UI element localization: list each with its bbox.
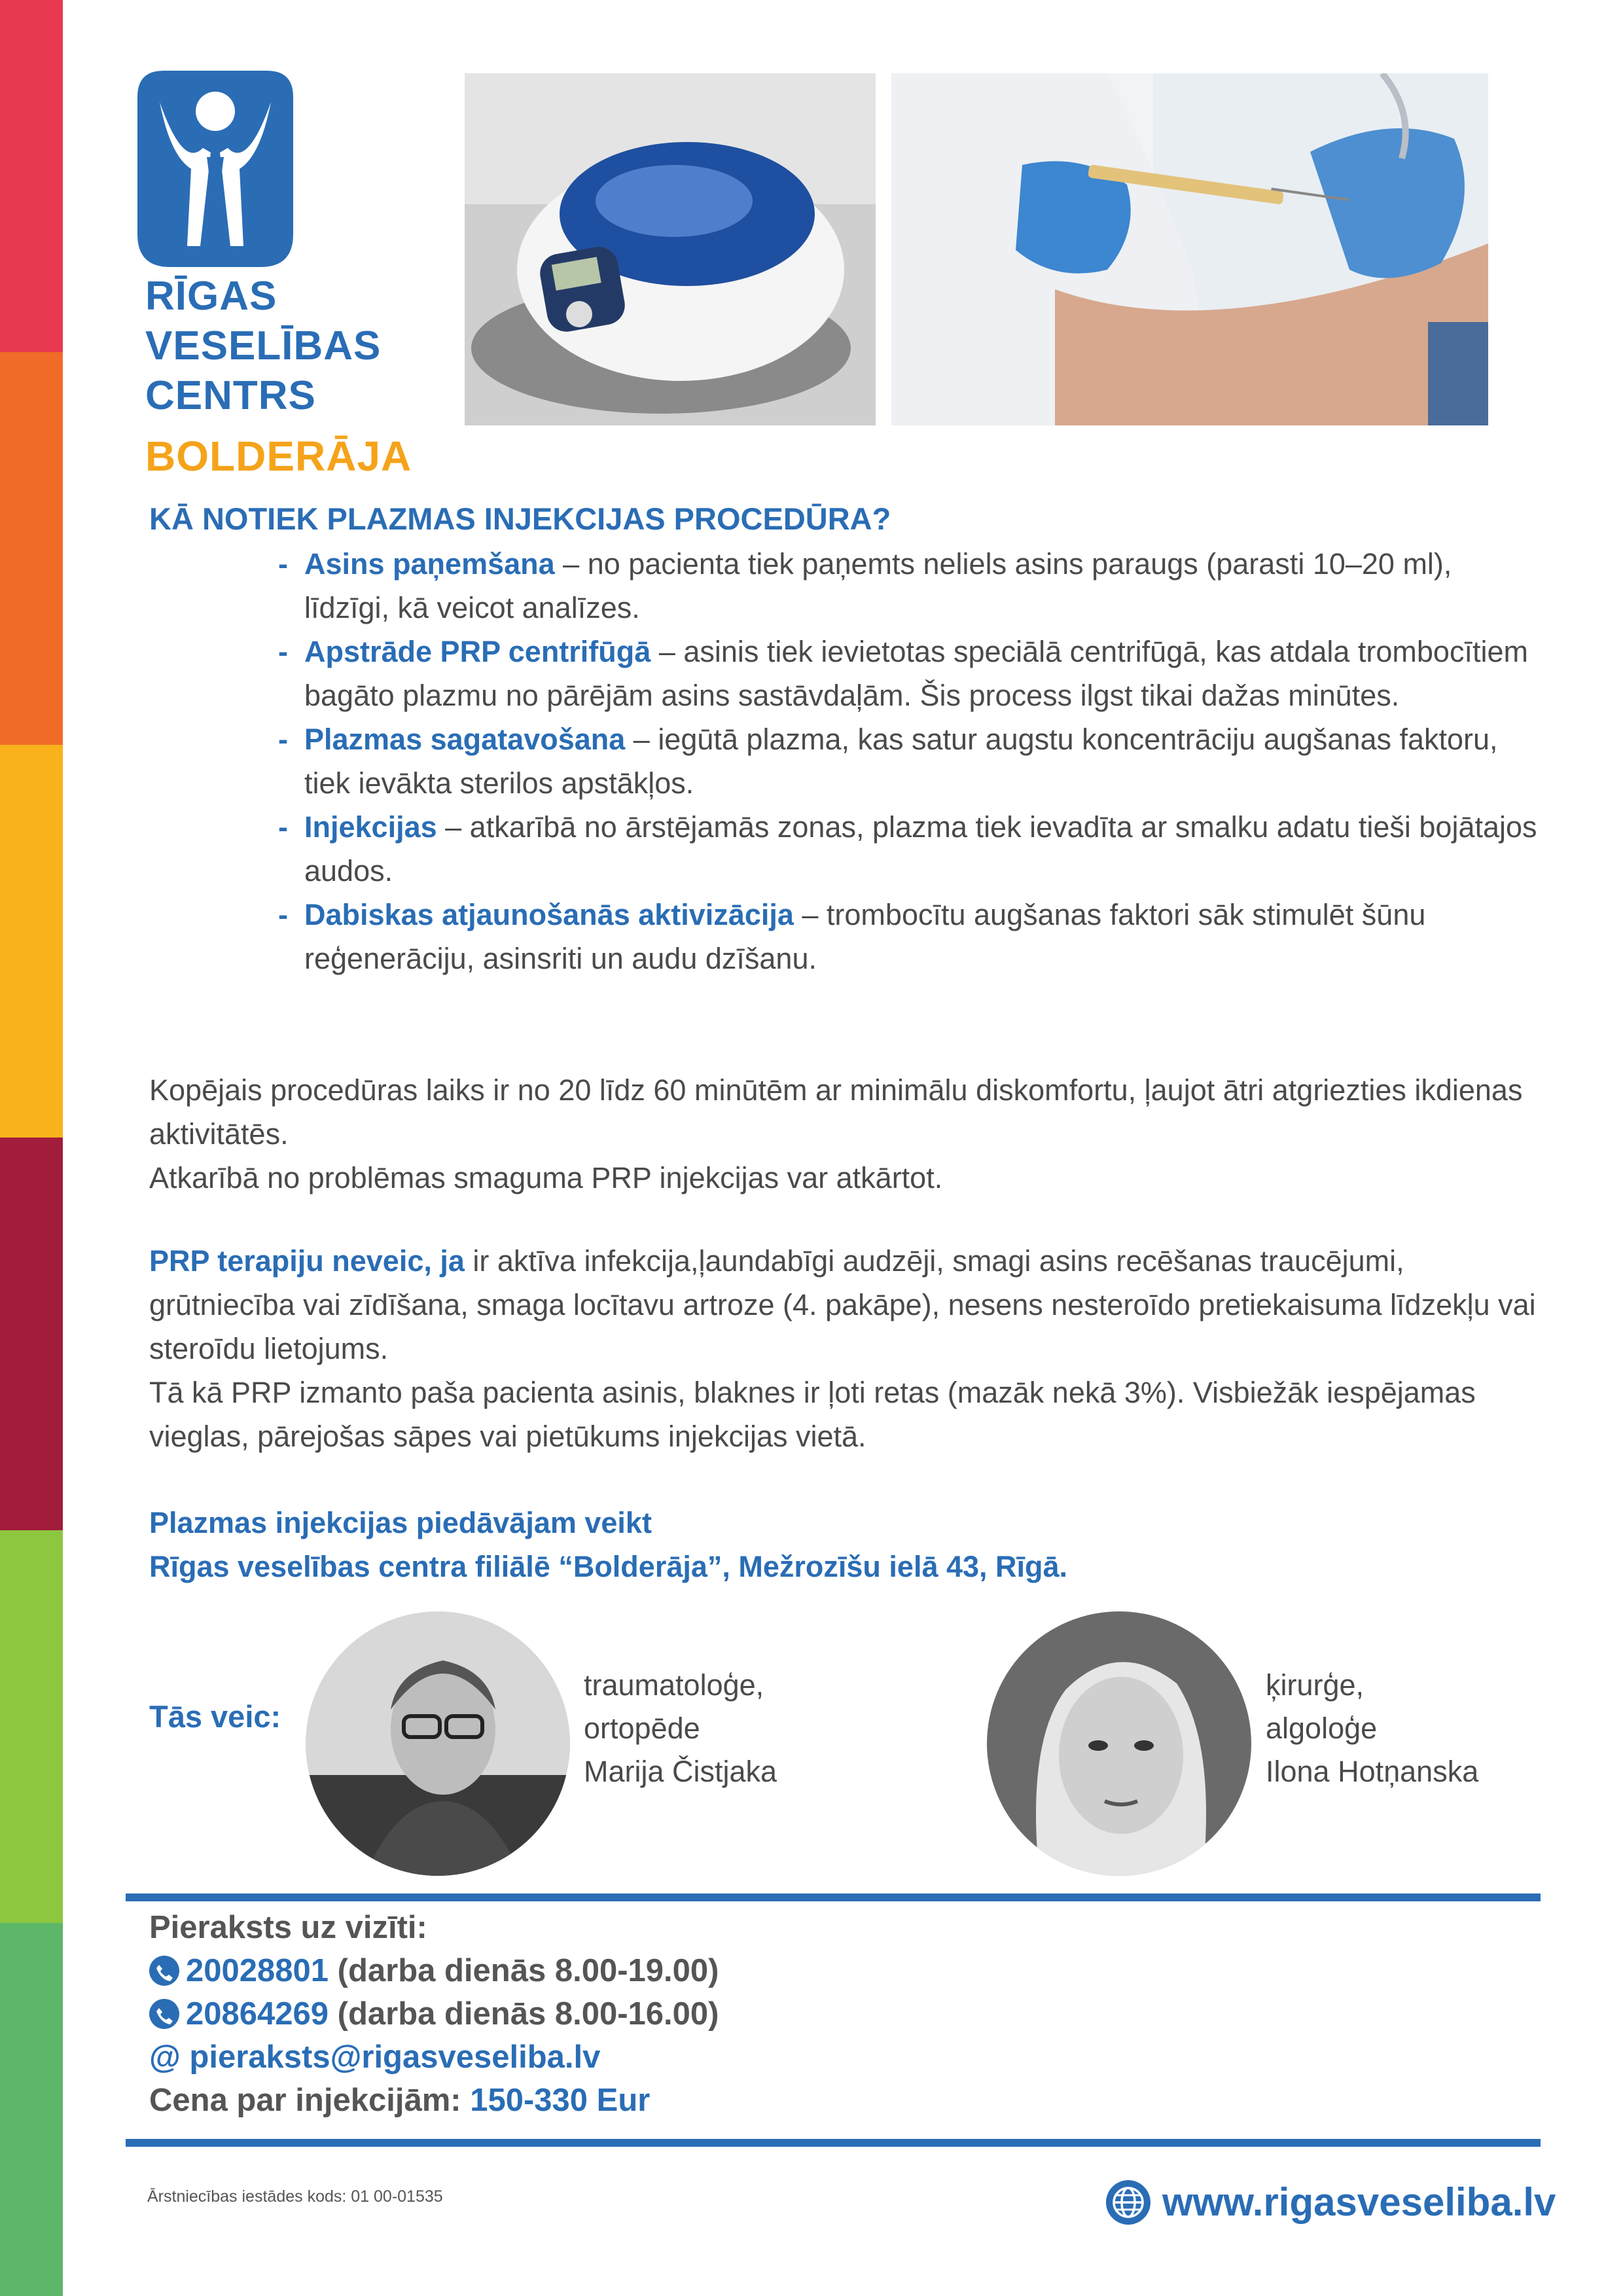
step-text: – no pacienta tiek paņemts neliels asins paraugs (parasti 10–20 ml), līdzīgi, kā veicot analīzes. — [304, 547, 1452, 624]
list-item — [278, 542, 1541, 630]
step-title: Apstrāde PRP centrifūgā — [304, 635, 651, 668]
list-item — [278, 630, 1541, 717]
step-title: Injekcijas — [304, 810, 437, 844]
offer-line1: Plazmas injekcijas piedāvājam veikt — [149, 1506, 652, 1539]
price-label: Cena par injekcijām: — [149, 2083, 461, 2118]
brand-line3: CENTRS — [145, 373, 316, 418]
doctor-role-1: ķirurģe, — [1266, 1668, 1364, 1702]
doctor-portrait-1 — [306, 1611, 570, 1876]
bullet-dash: - — [278, 898, 288, 931]
performed-by-label: Tās veic: — [149, 1699, 281, 1734]
brand-name — [145, 272, 381, 421]
doctor-role-2: ortopēde — [584, 1712, 700, 1745]
branch-name: BOLDERĀJA — [145, 433, 412, 480]
step-title: Dabiskas atjaunošanās aktivizācija — [304, 898, 794, 931]
phone-hours-2: (darba dienās 8.00-16.00) — [337, 1996, 719, 2032]
contraindications-paragraph — [149, 1239, 1543, 1458]
doctor-info-1 — [584, 1664, 777, 1793]
phone-icon — [149, 1956, 179, 1986]
duration-text: Kopējais procedūras laiks ir no 20 līdz 60 minūtēm ar minimālu diskomfortu, ļaujot ātri atgriezties ikdienas aktivitātēs. — [149, 1073, 1523, 1151]
phone-row-1 — [149, 1949, 719, 1992]
repeat-text: Atkarībā no problēmas smaguma PRP injekcijas var atkārtot. — [149, 1161, 943, 1194]
color-stripe-orange — [0, 352, 63, 745]
phone-row-2 — [149, 1992, 719, 2036]
bullet-dash: - — [278, 723, 288, 756]
contact-title: Pieraksts uz vizīti: — [149, 1910, 427, 1945]
doctor-info-2 — [1266, 1664, 1478, 1793]
contraindications-title: PRP terapiju neveic, ja — [149, 1244, 465, 1278]
price-row — [149, 2079, 719, 2122]
doctor-name: Ilona Hotņanska — [1266, 1755, 1479, 1788]
list-item — [278, 805, 1541, 893]
contraindications-text: ir aktīva infekcija,ļaundabīgi audzēji, smagi asins recēšanas traucējumi, grūtniecība vai zīdīšana, smaga locītavu artroze (4. pakāpe), nesens nesteroīdo pretiekaisuma līdzekļu vai steroīdu lietojums. — [149, 1244, 1536, 1365]
brand-line1: RĪGAS — [145, 274, 277, 319]
color-stripe-crimson — [0, 1138, 63, 1530]
bullet-dash: - — [278, 810, 288, 844]
step-text: – atkarībā no ārstējamās zonas, plazma tiek ievadīta ar smalku adatu tieši bojātajos audos. — [304, 810, 1537, 888]
logo-icon — [137, 71, 293, 267]
phone-icon — [149, 1999, 179, 2029]
side-effects-text: Tā kā PRP izmanto paša pacienta asinis, blaknes ir ļoti retas (mazāk nekā 3%). Visbiežāk iespējamas vieglas, pārejošas sāpes vai pietūkums injekcijas vietā. — [149, 1376, 1476, 1453]
doctor-name: Marija Čistjaka — [584, 1755, 777, 1788]
globe-icon — [1106, 2180, 1150, 2225]
divider — [126, 1893, 1541, 1901]
color-stripe-lime — [0, 1530, 63, 1923]
price-value: 150-330 Eur — [470, 2083, 651, 2118]
bullet-dash: - — [278, 547, 288, 581]
phone-number-2[interactable]: 20864269 — [186, 1996, 329, 2032]
offer-line2: Rīgas veselības centra filiālē “Bolderāja”, Mežrozīšu ielā 43, Rīgā. — [149, 1550, 1068, 1583]
doctor-portrait-2 — [987, 1611, 1251, 1876]
divider — [126, 2139, 1541, 2147]
color-stripe-red — [0, 0, 63, 352]
centrifuge-photo — [465, 73, 876, 425]
website-text: www.rigasveseliba.lv — [1162, 2180, 1556, 2224]
step-title: Asins paņemšana — [304, 547, 555, 581]
offer-block — [149, 1501, 1067, 1588]
procedure-heading: KĀ NOTIEK PLAZMAS INJEKCIJAS PROCEDŪRA? — [149, 501, 891, 536]
step-text: – iegūtā plazma, kas satur augstu koncentrāciju augšanas faktoru, tiek ievākta sterilos apstākļos. — [304, 723, 1498, 800]
doctor-role-1: traumatoloģe, — [584, 1668, 764, 1702]
doctor-role-2: algoloģe — [1266, 1712, 1378, 1745]
step-title: Plazmas sagatavošana — [304, 723, 626, 756]
step-text: – trombocītu augšanas faktori sāk stimulēt šūnu reģenerāciju, asinsriti un audu dzīšanu. — [304, 898, 1426, 975]
phone-hours-1: (darba dienās 8.00-19.00) — [337, 1953, 719, 1988]
contact-block — [149, 1906, 719, 2122]
procedure-steps-list — [278, 542, 1541, 980]
institution-code: Ārstniecības iestādes kods: 01 00-01535 — [147, 2187, 443, 2206]
color-stripe-yellow — [0, 745, 63, 1138]
phone-number-1[interactable]: 20028801 — [186, 1953, 329, 1988]
injection-photo — [891, 73, 1488, 425]
contraindications-block — [149, 1239, 1543, 1371]
list-item — [278, 893, 1541, 980]
email-row — [149, 2036, 719, 2079]
website-link[interactable] — [1106, 2179, 1556, 2225]
email-link[interactable]: pieraksts@rigasveseliba.lv — [189, 2039, 601, 2075]
duration-paragraph — [149, 1068, 1543, 1200]
brand-line2: VESELĪBAS — [145, 323, 382, 368]
bullet-dash: - — [278, 635, 288, 668]
color-stripe-green — [0, 1923, 63, 2296]
list-item — [278, 717, 1541, 805]
email-icon: @ — [149, 2039, 181, 2075]
step-text: – asinis tiek ievietotas speciālā centrifūgā, kas atdala trombocītiem bagāto plazmu no pārējām asins sastāvdaļām. Šis process ilgst tikai dažas minūtes. — [304, 635, 1528, 712]
